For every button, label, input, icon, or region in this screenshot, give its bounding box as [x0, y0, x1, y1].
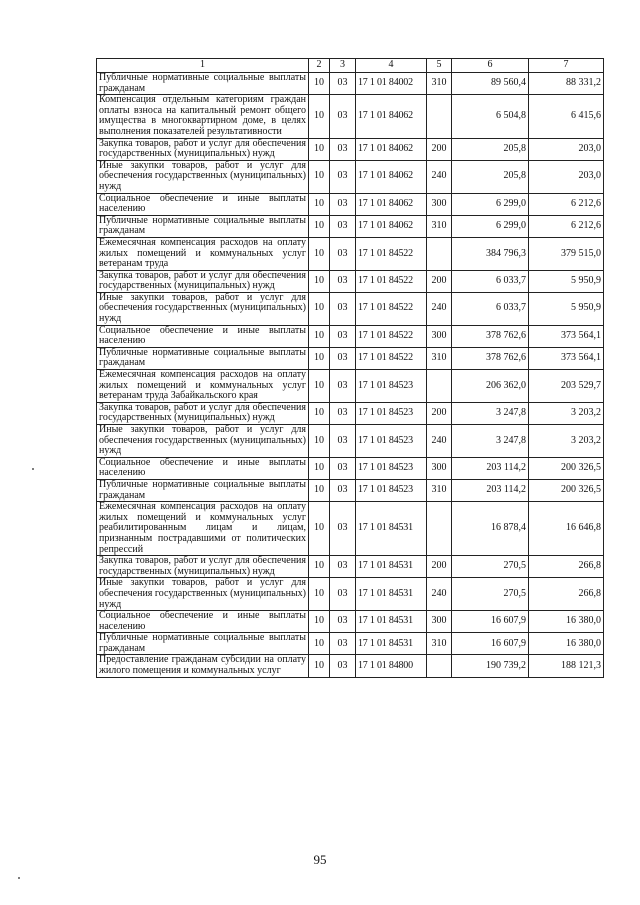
amount-year2-cell: 6 212,6: [529, 193, 604, 215]
header-col-4: 4: [356, 59, 427, 73]
subsection-cell: 03: [330, 193, 356, 215]
row-name-cell: Публичные нормативные социальные выплаты гражданам: [97, 633, 309, 655]
expense-type-cell: 300: [427, 193, 452, 215]
subsection-cell: 03: [330, 402, 356, 424]
amount-year2-cell: 5 950,9: [529, 292, 604, 325]
section-cell: 10: [309, 611, 330, 633]
amount-year1-cell: 16 878,4: [452, 502, 529, 556]
amount-year2-cell: 200 326,5: [529, 479, 604, 501]
table-row: [97, 479, 604, 501]
row-name-cell: Закупка товаров, работ и услуг для обеспечения государственных (муниципальных) нужд: [97, 402, 309, 424]
amount-year2-cell: 5 950,9: [529, 270, 604, 292]
expense-type-cell: 240: [427, 425, 452, 458]
header-row: [97, 59, 604, 73]
table-body: [97, 73, 604, 678]
subsection-cell: 03: [330, 237, 356, 270]
amount-year2-cell: 3 203,2: [529, 425, 604, 458]
table-row: [97, 73, 604, 95]
header-col-6: 6: [452, 59, 529, 73]
amount-year2-cell: 266,8: [529, 556, 604, 578]
amount-year2-cell: 379 515,0: [529, 237, 604, 270]
section-cell: 10: [309, 655, 330, 677]
target-code-cell: 17 1 01 84062: [356, 138, 427, 160]
row-name-cell: Публичные нормативные социальные выплаты гражданам: [97, 215, 309, 237]
amount-year1-cell: 16 607,9: [452, 611, 529, 633]
table-row: [97, 347, 604, 369]
target-code-cell: 17 1 01 84523: [356, 457, 427, 479]
amount-year2-cell: 203 529,7: [529, 370, 604, 403]
row-name-cell: Компенсация отдельным категориям граждан оплаты взноса на капитальный ремонт общего имущества в многоквартирном доме, в целях выполнения показателей результативности: [97, 95, 309, 138]
expense-type-cell: [427, 655, 452, 677]
row-name-cell: Социальное обеспечение и иные выплаты населению: [97, 611, 309, 633]
row-name-cell: Публичные нормативные социальные выплаты гражданам: [97, 73, 309, 95]
amount-year2-cell: 203,0: [529, 138, 604, 160]
row-name-cell: Социальное обеспечение и иные выплаты населению: [97, 325, 309, 347]
amount-year2-cell: 16 646,8: [529, 502, 604, 556]
subsection-cell: 03: [330, 611, 356, 633]
target-code-cell: 17 1 01 84522: [356, 347, 427, 369]
target-code-cell: 17 1 01 84531: [356, 556, 427, 578]
expense-type-cell: [427, 95, 452, 138]
amount-year1-cell: 206 362,0: [452, 370, 529, 403]
amount-year1-cell: 6 299,0: [452, 193, 529, 215]
subsection-cell: 03: [330, 73, 356, 95]
table-row: [97, 425, 604, 458]
section-cell: 10: [309, 270, 330, 292]
amount-year2-cell: 16 380,0: [529, 611, 604, 633]
subsection-cell: 03: [330, 160, 356, 193]
table-row: [97, 193, 604, 215]
target-code-cell: 17 1 01 84002: [356, 73, 427, 95]
subsection-cell: 03: [330, 578, 356, 611]
amount-year2-cell: 188 121,3: [529, 655, 604, 677]
row-name-cell: Социальное обеспечение и иные выплаты населению: [97, 457, 309, 479]
table-row: [97, 655, 604, 677]
subsection-cell: 03: [330, 479, 356, 501]
amount-year1-cell: 384 796,3: [452, 237, 529, 270]
row-name-cell: Закупка товаров, работ и услуг для обеспечения государственных (муниципальных) нужд: [97, 270, 309, 292]
section-cell: 10: [309, 457, 330, 479]
target-code-cell: 17 1 01 84523: [356, 479, 427, 501]
amount-year2-cell: 266,8: [529, 578, 604, 611]
amount-year1-cell: 6 299,0: [452, 215, 529, 237]
amount-year2-cell: 6 415,6: [529, 95, 604, 138]
subsection-cell: 03: [330, 325, 356, 347]
amount-year1-cell: 3 247,8: [452, 425, 529, 458]
section-cell: 10: [309, 73, 330, 95]
target-code-cell: 17 1 01 84523: [356, 402, 427, 424]
table-row: [97, 556, 604, 578]
section-cell: 10: [309, 193, 330, 215]
section-cell: 10: [309, 425, 330, 458]
table-row: [97, 633, 604, 655]
row-name-cell: Публичные нормативные социальные выплаты гражданам: [97, 347, 309, 369]
expense-type-cell: 310: [427, 479, 452, 501]
row-name-cell: Иные закупки товаров, работ и услуг для обеспечения государственных (муниципальных) нужд: [97, 292, 309, 325]
table-row: [97, 95, 604, 138]
amount-year1-cell: 6 504,8: [452, 95, 529, 138]
amount-year2-cell: 373 564,1: [529, 325, 604, 347]
amount-year1-cell: 89 560,4: [452, 73, 529, 95]
page-number: 95: [313, 852, 327, 867]
expense-type-cell: 310: [427, 633, 452, 655]
expense-type-cell: [427, 237, 452, 270]
table-row: [97, 215, 604, 237]
table-row: [97, 611, 604, 633]
subsection-cell: 03: [330, 556, 356, 578]
target-code-cell: 17 1 01 84523: [356, 370, 427, 403]
amount-year1-cell: 6 033,7: [452, 292, 529, 325]
header-col-7: 7: [529, 59, 604, 73]
target-code-cell: 17 1 01 84531: [356, 502, 427, 556]
row-name-cell: Ежемесячная компенсация расходов на оплату жилых помещений и коммунальных услуг ветеранам труда: [97, 237, 309, 270]
row-name-cell: Закупка товаров, работ и услуг для обеспечения государственных (муниципальных) нужд: [97, 138, 309, 160]
expense-type-cell: [427, 370, 452, 403]
section-cell: 10: [309, 347, 330, 369]
subsection-cell: 03: [330, 215, 356, 237]
subsection-cell: 03: [330, 457, 356, 479]
table-row: [97, 402, 604, 424]
amount-year1-cell: 270,5: [452, 578, 529, 611]
table-row: [97, 578, 604, 611]
subsection-cell: 03: [330, 347, 356, 369]
amount-year1-cell: 378 762,6: [452, 325, 529, 347]
expense-type-cell: 300: [427, 611, 452, 633]
row-name-cell: Иные закупки товаров, работ и услуг для обеспечения государственных (муниципальных) нужд: [97, 425, 309, 458]
table-row: [97, 502, 604, 556]
row-name-cell: Закупка товаров, работ и услуг для обеспечения государственных (муниципальных) нужд: [97, 556, 309, 578]
amount-year2-cell: 3 203,2: [529, 402, 604, 424]
table-row: [97, 237, 604, 270]
budget-table: [96, 58, 604, 678]
section-cell: 10: [309, 325, 330, 347]
subsection-cell: 03: [330, 425, 356, 458]
row-name-cell: Предоставление гражданам субсидии на оплату жилого помещения и коммунальных услуг: [97, 655, 309, 677]
section-cell: 10: [309, 479, 330, 501]
target-code-cell: 17 1 01 84522: [356, 270, 427, 292]
amount-year1-cell: 203 114,2: [452, 479, 529, 501]
expense-type-cell: 240: [427, 292, 452, 325]
target-code-cell: 17 1 01 84062: [356, 193, 427, 215]
expense-type-cell: 200: [427, 270, 452, 292]
expense-type-cell: 200: [427, 138, 452, 160]
table-header: [97, 59, 604, 73]
section-cell: 10: [309, 370, 330, 403]
row-name-cell: Ежемесячная компенсация расходов на оплату жилых помещений и коммунальных услуг реабилитированным лицам и лицам, признанным пострадавшими от политических репрессий: [97, 502, 309, 556]
target-code-cell: 17 1 01 84062: [356, 95, 427, 138]
amount-year2-cell: 203,0: [529, 160, 604, 193]
target-code-cell: 17 1 01 84523: [356, 425, 427, 458]
subsection-cell: 03: [330, 270, 356, 292]
target-code-cell: 17 1 01 84062: [356, 160, 427, 193]
expense-type-cell: 310: [427, 215, 452, 237]
header-col-2: 2: [309, 59, 330, 73]
subsection-cell: 03: [330, 95, 356, 138]
amount-year2-cell: 16 380,0: [529, 633, 604, 655]
table-row: [97, 138, 604, 160]
amount-year2-cell: 6 212,6: [529, 215, 604, 237]
section-cell: 10: [309, 95, 330, 138]
subsection-cell: 03: [330, 138, 356, 160]
subsection-cell: 03: [330, 370, 356, 403]
expense-type-cell: 300: [427, 325, 452, 347]
amount-year1-cell: 378 762,6: [452, 347, 529, 369]
table-row: [97, 160, 604, 193]
section-cell: 10: [309, 160, 330, 193]
target-code-cell: 17 1 01 84531: [356, 633, 427, 655]
target-code-cell: 17 1 01 84062: [356, 215, 427, 237]
row-name-cell: Иные закупки товаров, работ и услуг для обеспечения государственных (муниципальных) нужд: [97, 160, 309, 193]
table-row: [97, 270, 604, 292]
row-name-cell: Иные закупки товаров, работ и услуг для обеспечения государственных (муниципальных) нужд: [97, 578, 309, 611]
amount-year2-cell: 200 326,5: [529, 457, 604, 479]
amount-year2-cell: 88 331,2: [529, 73, 604, 95]
target-code-cell: 17 1 01 84522: [356, 325, 427, 347]
section-cell: 10: [309, 292, 330, 325]
expense-type-cell: 200: [427, 402, 452, 424]
table-row: [97, 292, 604, 325]
expense-type-cell: 310: [427, 347, 452, 369]
amount-year1-cell: 3 247,8: [452, 402, 529, 424]
expense-type-cell: [427, 502, 452, 556]
section-cell: 10: [309, 578, 330, 611]
target-code-cell: 17 1 01 84800: [356, 655, 427, 677]
row-name-cell: Социальное обеспечение и иные выплаты населению: [97, 193, 309, 215]
amount-year1-cell: 190 739,2: [452, 655, 529, 677]
amount-year1-cell: 203 114,2: [452, 457, 529, 479]
section-cell: 10: [309, 556, 330, 578]
amount-year2-cell: 373 564,1: [529, 347, 604, 369]
target-code-cell: 17 1 01 84531: [356, 578, 427, 611]
subsection-cell: 03: [330, 502, 356, 556]
header-col-3: 3: [330, 59, 356, 73]
section-cell: 10: [309, 402, 330, 424]
section-cell: 10: [309, 237, 330, 270]
section-cell: 10: [309, 633, 330, 655]
table-row: [97, 325, 604, 347]
expense-type-cell: 240: [427, 160, 452, 193]
section-cell: 10: [309, 502, 330, 556]
header-col-5: 5: [427, 59, 452, 73]
target-code-cell: 17 1 01 84522: [356, 292, 427, 325]
scan-dot: [32, 468, 34, 470]
expense-type-cell: 240: [427, 578, 452, 611]
amount-year1-cell: 205,8: [452, 138, 529, 160]
subsection-cell: 03: [330, 633, 356, 655]
scan-dot: [18, 877, 20, 879]
expense-type-cell: 310: [427, 73, 452, 95]
amount-year1-cell: 16 607,9: [452, 633, 529, 655]
subsection-cell: 03: [330, 655, 356, 677]
amount-year1-cell: 6 033,7: [452, 270, 529, 292]
target-code-cell: 17 1 01 84522: [356, 237, 427, 270]
expense-type-cell: 300: [427, 457, 452, 479]
table-row: [97, 457, 604, 479]
section-cell: 10: [309, 138, 330, 160]
subsection-cell: 03: [330, 292, 356, 325]
expense-type-cell: 200: [427, 556, 452, 578]
amount-year1-cell: 205,8: [452, 160, 529, 193]
target-code-cell: 17 1 01 84531: [356, 611, 427, 633]
table-row: [97, 370, 604, 403]
row-name-cell: Публичные нормативные социальные выплаты гражданам: [97, 479, 309, 501]
row-name-cell: Ежемесячная компенсация расходов на оплату жилых помещений и коммунальных услуг ветеранам труда Забайкальского края: [97, 370, 309, 403]
header-col-1: 1: [97, 59, 309, 73]
amount-year1-cell: 270,5: [452, 556, 529, 578]
section-cell: 10: [309, 215, 330, 237]
